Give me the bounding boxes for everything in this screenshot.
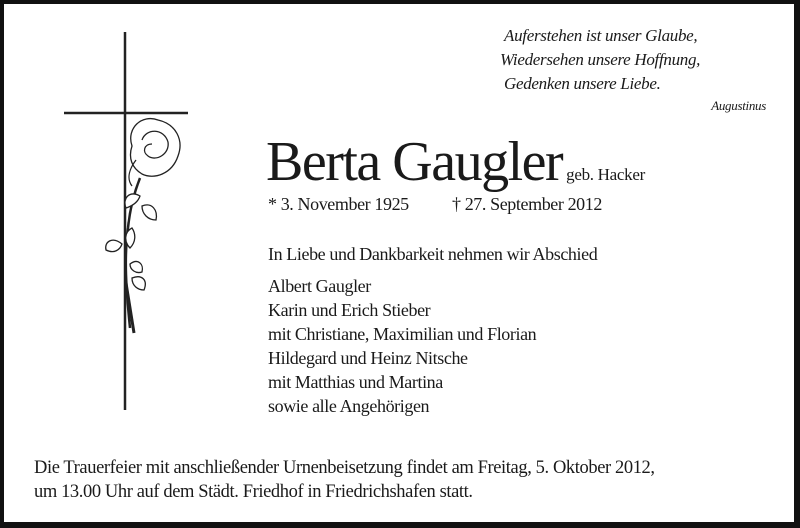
quote-author: Augustinus — [711, 98, 766, 113]
service-line: Die Trauerfeier mit anschließender Urnenbeisetzung findet am Freitag, 5. Oktober 2012, — [34, 458, 655, 478]
service-info — [34, 456, 655, 504]
service-line: um 13.00 Uhr auf dem Städt. Friedhof in Friedrichshafen statt. — [34, 482, 473, 502]
cross-with-rose-icon — [60, 28, 200, 418]
mourner: Karin und Erich Stieber — [268, 300, 431, 320]
quote-line: Gedenken unsere Liebe. — [504, 74, 661, 93]
farewell-text: In Liebe und Dankbarkeit nehmen wir Abschied — [268, 244, 598, 264]
obituary-notice — [4, 4, 794, 522]
maiden-name: geb. Hacker — [566, 165, 645, 184]
quote-line: Wiedersehen unsere Hoffnung, — [500, 50, 701, 69]
mourner: Hildegard und Heinz Nitsche — [268, 348, 468, 368]
death-date: † 27. September 2012 — [452, 194, 602, 214]
mourner: mit Matthias und Martina — [268, 372, 443, 392]
deceased-name: Berta Gaugler — [266, 131, 563, 193]
deceased-name-block — [266, 130, 645, 194]
mourner: Albert Gaugler — [268, 276, 371, 296]
mourner: sowie alle Angehörigen — [268, 396, 430, 416]
mourners-list — [268, 274, 536, 418]
mourner: mit Christiane, Maximilian und Florian — [268, 324, 537, 344]
quote-line: Auferstehen ist unser Glaube, — [504, 26, 698, 45]
birth-date: * 3. November 1925 — [268, 194, 409, 214]
